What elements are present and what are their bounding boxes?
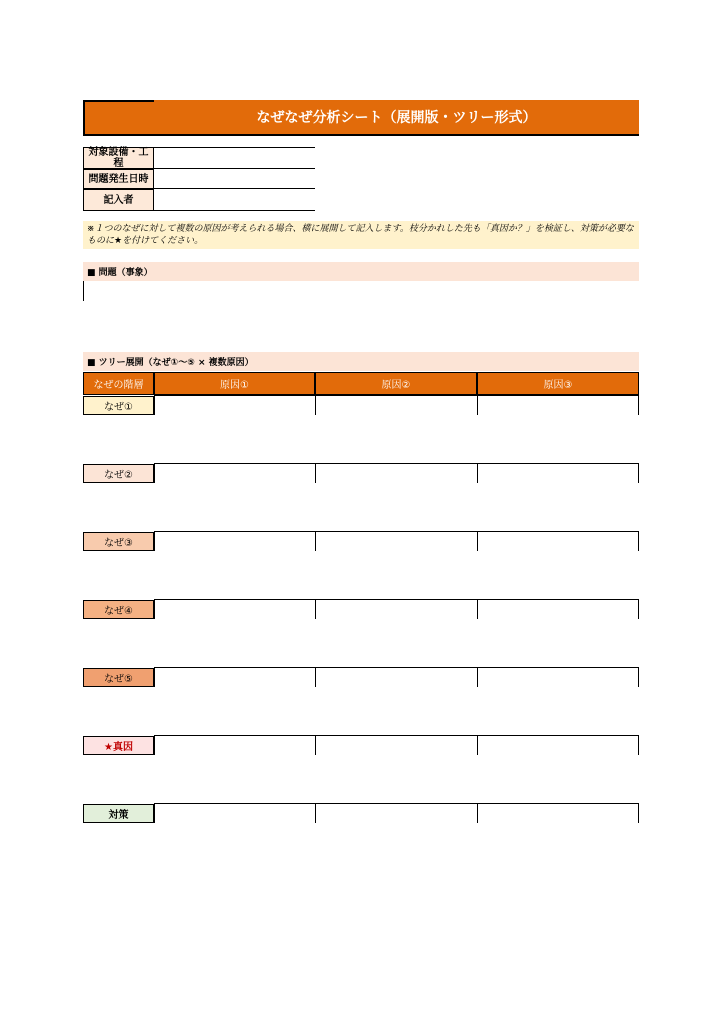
tree-cell-level-6-cause-1[interactable] xyxy=(154,735,315,755)
tree-cell-level-5-cause-1[interactable] xyxy=(154,667,315,687)
tree-cell-level-6-cause-2[interactable] xyxy=(315,735,477,755)
date-label: 問題発生日時 xyxy=(83,169,154,189)
level-label-7: 対策 xyxy=(83,804,154,823)
tree-cell-level-2-cause-2[interactable] xyxy=(315,463,477,483)
tree-cell-level-5-cause-2[interactable] xyxy=(315,667,477,687)
writer-label: 記入者 xyxy=(83,189,154,211)
tree-cell-level-4-cause-2[interactable] xyxy=(315,599,477,619)
tree-section-header: ■ ツリー展開（なぜ①～⑤ × 複数原因） xyxy=(83,352,639,371)
tree-cell-level-1-cause-2[interactable] xyxy=(315,395,477,415)
level-label-6: ★真因 xyxy=(83,736,154,755)
target-field[interactable] xyxy=(154,147,315,169)
instruction-note: ※１つのなぜに対して複数の原因が考えられる場合、横に展開して記入します。枝分かれした先も「真因か？」を検証し、対策が必要なものに★を付けてください。 xyxy=(83,221,639,249)
level-label-3: なぜ③ xyxy=(83,532,154,551)
level-label-4: なぜ④ xyxy=(83,600,154,619)
tree-cell-level-2-cause-3[interactable] xyxy=(477,463,639,483)
tree-cell-level-1-cause-1[interactable] xyxy=(154,395,315,415)
tree-header-cause-1: 原因① xyxy=(154,372,315,395)
date-field[interactable] xyxy=(154,169,315,189)
level-label-1: なぜ① xyxy=(83,396,154,415)
page-title: なぜなぜ分析シート（展開版・ツリー形式） xyxy=(154,100,639,136)
tree-cell-level-2-cause-1[interactable] xyxy=(154,463,315,483)
tree-cell-level-7-cause-3[interactable] xyxy=(477,803,639,823)
tree-header-level: なぜの階層 xyxy=(83,372,154,395)
level-label-5: なぜ⑤ xyxy=(83,668,154,687)
tree-cell-level-6-cause-3[interactable] xyxy=(477,735,639,755)
tree-header-cause-2: 原因② xyxy=(315,372,477,395)
tree-cell-level-7-cause-2[interactable] xyxy=(315,803,477,823)
tree-cell-level-3-cause-2[interactable] xyxy=(315,531,477,551)
writer-field[interactable] xyxy=(154,189,315,211)
tree-header-cause-3: 原因③ xyxy=(477,372,639,395)
level-label-2: なぜ② xyxy=(83,464,154,483)
tree-cell-level-1-cause-3[interactable] xyxy=(477,395,639,415)
problem-section-header: ■ 問題（事象） xyxy=(83,262,639,281)
tree-cell-level-4-cause-3[interactable] xyxy=(477,599,639,619)
tree-cell-level-4-cause-1[interactable] xyxy=(154,599,315,619)
target-label: 対象設備・工程 xyxy=(83,147,154,169)
tree-cell-level-7-cause-1[interactable] xyxy=(154,803,315,823)
tree-cell-level-3-cause-3[interactable] xyxy=(477,531,639,551)
tree-cell-level-3-cause-1[interactable] xyxy=(154,531,315,551)
title-left-cell xyxy=(83,100,154,136)
tree-cell-level-5-cause-3[interactable] xyxy=(477,667,639,687)
problem-field[interactable] xyxy=(84,281,639,341)
